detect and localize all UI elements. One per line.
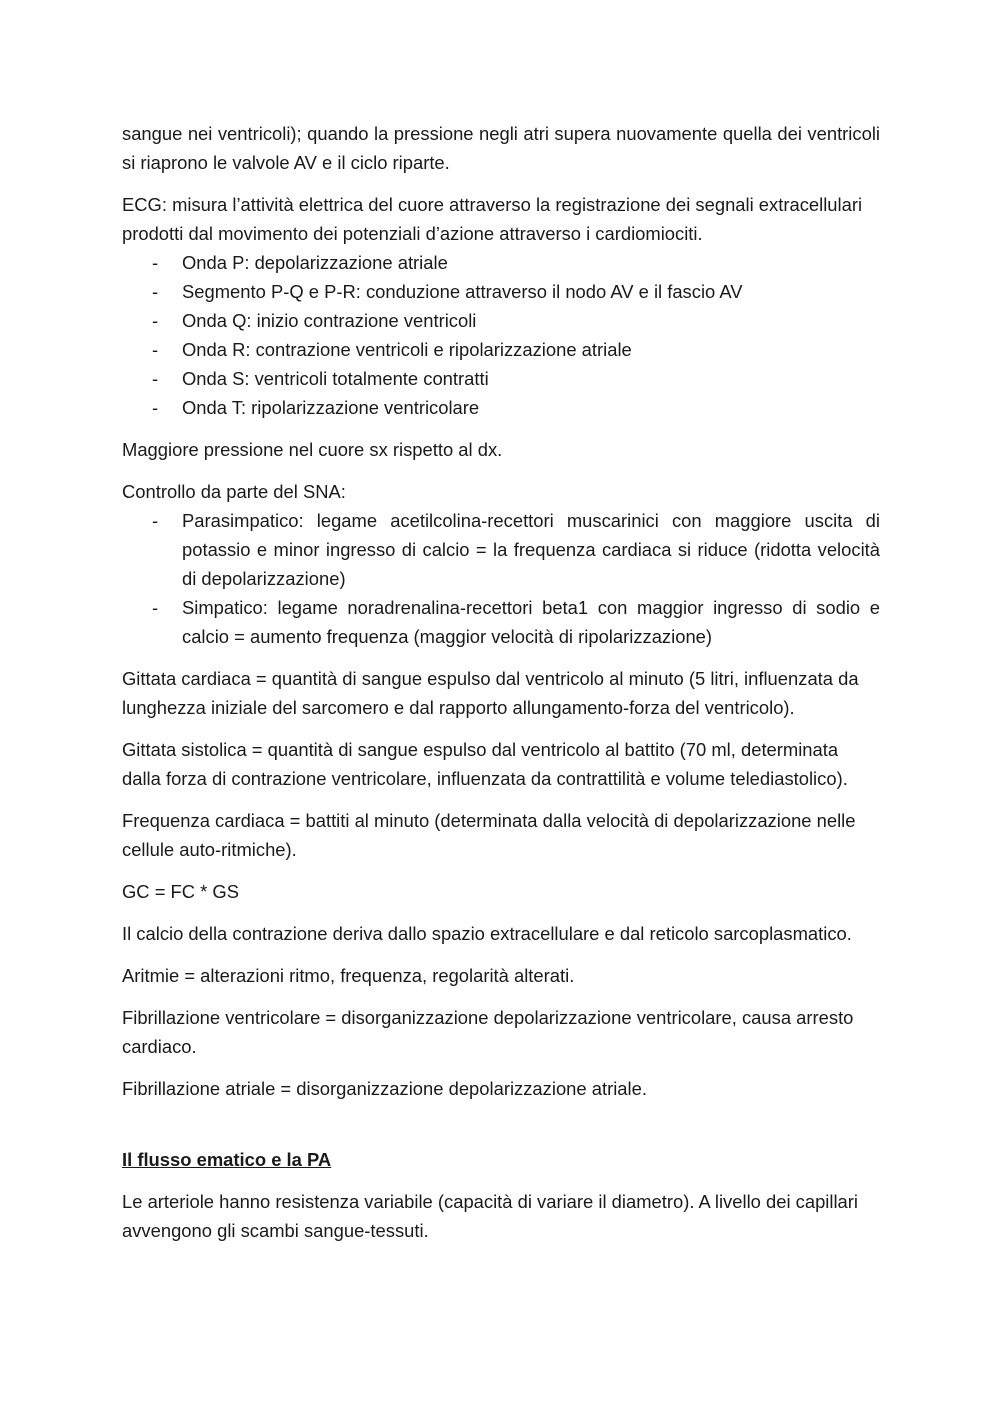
ecg-wave-list (122, 248, 880, 422)
paragraph-arterioles: Le arteriole hanno resistenza variabile (capacità di variare il diametro). A livello dei capillari avvengono gli scambi sangue-tessuti. (122, 1191, 858, 1241)
list-item: - Onda Q: inizio contrazione ventricoli (122, 306, 880, 335)
paragraph-cardiac-output: Gittata cardiaca = quantità di sangue espulso dal ventricolo al minuto (5 litri, influenzata da lunghezza iniziale del sarcomero e dal rapporto allungamento-forza del ventricolo). (122, 668, 859, 718)
paragraph-ventricular-fibrillation: Fibrillazione ventricolare = disorganizzazione depolarizzazione ventricolare, causa arresto cardiaco. (122, 1007, 854, 1057)
paragraph-heart-rate: Frequenza cardiaca = battiti al minuto (determinata dalla velocità di depolarizzazione nelle cellule auto-ritmiche). (122, 810, 856, 860)
paragraph-sna-control: Controllo da parte del SNA: (122, 481, 346, 502)
paragraph-formula: GC = FC * GS (122, 881, 240, 902)
paragraph-stroke-volume: Gittata sistolica = quantità di sangue espulso dal ventricolo al battito (70 ml, determinata dalla forza di contrazione ventricolare, influenzata da contrattilità e volume telediastolico). (122, 739, 848, 789)
paragraph-ecg: ECG: misura l’attività elettrica del cuore attraverso la registrazione dei segnali extracellulari prodotti dal movimento dei potenziali d’azione attraverso i cardiomiociti. (122, 194, 863, 244)
list-item: - Segmento P-Q e P-R: conduzione attraverso il nodo AV e il fascio AV (122, 277, 880, 306)
document-body (122, 119, 880, 1245)
list-item: - Onda P: depolarizzazione atriale (122, 248, 880, 277)
paragraph-pressure: Maggiore pressione nel cuore sx rispetto al dx. (122, 439, 503, 460)
list-item: - Parasimpatico: legame acetilcolina-recettori muscarinici con maggiore uscita di potassio e minor ingresso di calcio = la frequenza cardiaca si riduce (ridotta velocità di depolarizzazione) (122, 506, 880, 593)
paragraph-calcium: Il calcio della contrazione deriva dallo spazio extracellulare e dal reticolo sarcoplasmatico. (122, 923, 852, 944)
list-item: - Onda R: contrazione ventricoli e ripolarizzazione atriale (122, 335, 880, 364)
paragraph-cardiac-cycle: sangue nei ventricoli); quando la pressione negli atri supera nuovamente quella dei ventricoli si riaprono le valvole AV e il ciclo riparte. (122, 123, 880, 173)
list-item: - Simpatico: legame noradrenalina-recettori beta1 con maggior ingresso di sodio e calcio = aumento frequenza (maggior velocità di ripolarizzazione) (122, 593, 880, 651)
paragraph-atrial-fibrillation: Fibrillazione atriale = disorganizzazione depolarizzazione atriale. (122, 1078, 647, 1099)
list-item: - Onda T: ripolarizzazione ventricolare (122, 393, 880, 422)
section-heading: Il flusso ematico e la PA (122, 1149, 332, 1170)
list-item: - Onda S: ventricoli totalmente contratti (122, 364, 880, 393)
sna-list (122, 506, 880, 651)
paragraph-arrhythmia: Aritmie = alterazioni ritmo, frequenza, regolarità alterati. (122, 965, 575, 986)
